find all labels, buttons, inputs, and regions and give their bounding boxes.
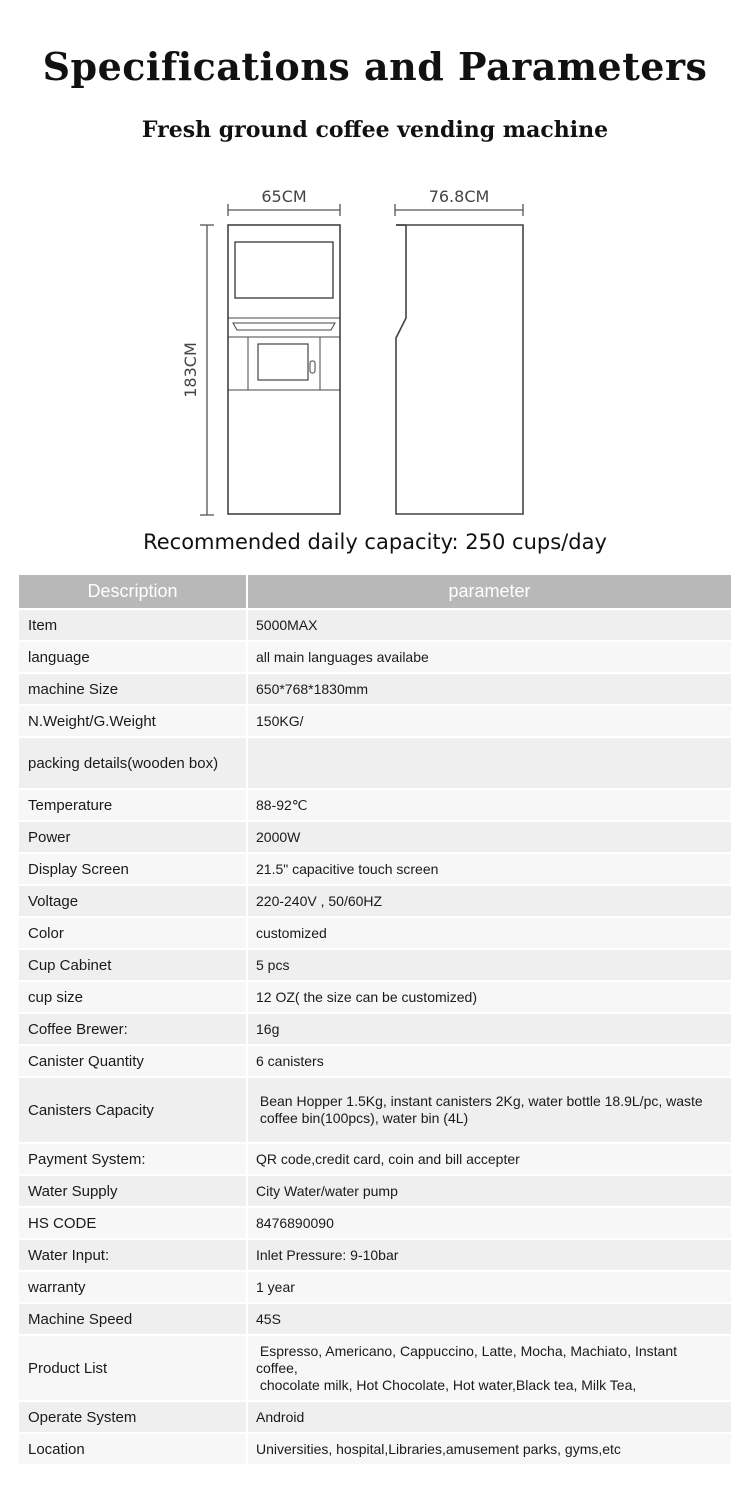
table-row [19, 1402, 731, 1432]
spec-value: 1 year [248, 1272, 731, 1302]
spec-value: 8476890090 [248, 1208, 731, 1238]
machine-front-view [228, 225, 340, 514]
table-row [19, 1304, 731, 1334]
table-row [19, 738, 731, 788]
width-label: 65CM [261, 187, 307, 206]
table-row [19, 1046, 731, 1076]
spec-label: Canisters Capacity [19, 1078, 248, 1142]
table-row [19, 1208, 731, 1238]
spec-label: HS CODE [19, 1208, 248, 1238]
spec-label: warranty [19, 1272, 248, 1302]
spec-label: machine Size [19, 674, 248, 704]
table-row [19, 706, 731, 736]
spec-label: N.Weight/G.Weight [19, 706, 248, 736]
table-row [19, 790, 731, 820]
spec-label: packing details(wooden box) [19, 738, 248, 788]
spec-label: Power [19, 822, 248, 852]
spec-value: 5000MAX [248, 610, 731, 640]
spec-label: Cup Cabinet [19, 950, 248, 980]
table-row [19, 982, 731, 1012]
page-title: Specifications and Parameters [42, 44, 708, 89]
spec-label: Color [19, 918, 248, 948]
spec-value: Inlet Pressure: 9-10bar [248, 1240, 731, 1270]
spec-label: language [19, 642, 248, 672]
table-row [19, 610, 731, 640]
depth-label: 76.8CM [428, 187, 490, 206]
table-row [19, 1336, 731, 1400]
spec-label: Water Input: [19, 1240, 248, 1270]
spec-value: 88-92℃ [248, 790, 731, 820]
spec-value: 16g [248, 1014, 731, 1044]
spec-label: Product List [19, 1336, 248, 1400]
spec-label: cup size [19, 982, 248, 1012]
spec-value: 220-240V , 50/60HZ [248, 886, 731, 916]
column-header-description: Description [19, 575, 248, 608]
table-row [19, 1272, 731, 1302]
spec-value: City Water/water pump [248, 1176, 731, 1206]
spec-label: Operate System [19, 1402, 248, 1432]
spec-value: Espresso, Americano, Cappuccino, Latte, Mocha, Machiato, Instant coffee, chocolate milk, Hot Chocolate, Hot water,Black tea, Milk Tea, [248, 1336, 731, 1400]
table-row [19, 854, 731, 884]
spec-value: 650*768*1830mm [248, 674, 731, 704]
spec-value: 21.5" capacitive touch screen [248, 854, 731, 884]
spec-value: Android [248, 1402, 731, 1432]
spec-value: Bean Hopper 1.5Kg, instant canisters 2Kg, water bottle 18.9L/pc, waste coffee bin(100pcs), water bin (4L) [248, 1078, 731, 1142]
spec-label: Display Screen [19, 854, 248, 884]
table-row [19, 674, 731, 704]
column-header-parameter: parameter [248, 575, 731, 608]
spec-value: Universities, hospital,Libraries,amusement parks, gyms,etc [248, 1434, 731, 1464]
spec-value: 6 canisters [248, 1046, 731, 1076]
table-row [19, 918, 731, 948]
table-row [19, 1434, 731, 1464]
spec-label: Voltage [19, 886, 248, 916]
spec-value: 45S [248, 1304, 731, 1334]
machine-dimension-diagram [0, 180, 750, 525]
table-row [19, 1144, 731, 1174]
page-subtitle: Fresh ground coffee vending machine [141, 117, 609, 143]
spec-label: Payment System: [19, 1144, 248, 1174]
height-label: 183CM [181, 342, 200, 398]
spec-label: Machine Speed [19, 1304, 248, 1334]
capacity-text: Recommended daily capacity: 250 cups/day [143, 530, 607, 554]
spec-value: all main languages availabe [248, 642, 731, 672]
table-row [19, 1240, 731, 1270]
spec-label: Coffee Brewer: [19, 1014, 248, 1044]
spec-label: Item [19, 610, 248, 640]
table-row [19, 886, 731, 916]
spec-value: customized [248, 918, 731, 948]
spec-value: 5 pcs [248, 950, 731, 980]
table-row [19, 1176, 731, 1206]
spec-value: 12 OZ( the size can be customized) [248, 982, 731, 1012]
spec-label: Location [19, 1434, 248, 1464]
table-row [19, 642, 731, 672]
spec-value: 150KG/ [248, 706, 731, 736]
table-row [19, 1014, 731, 1044]
specification-table [19, 573, 731, 1466]
spec-value: 2000W [248, 822, 731, 852]
machine-side-view [396, 225, 523, 514]
spec-value [248, 738, 731, 788]
table-body [19, 610, 731, 1464]
spec-value: QR code,credit card, coin and bill accepter [248, 1144, 731, 1174]
table-header-row [19, 575, 731, 608]
table-row [19, 822, 731, 852]
table-row [19, 950, 731, 980]
spec-label: Canister Quantity [19, 1046, 248, 1076]
spec-label: Water Supply [19, 1176, 248, 1206]
table-row [19, 1078, 731, 1142]
spec-label: Temperature [19, 790, 248, 820]
